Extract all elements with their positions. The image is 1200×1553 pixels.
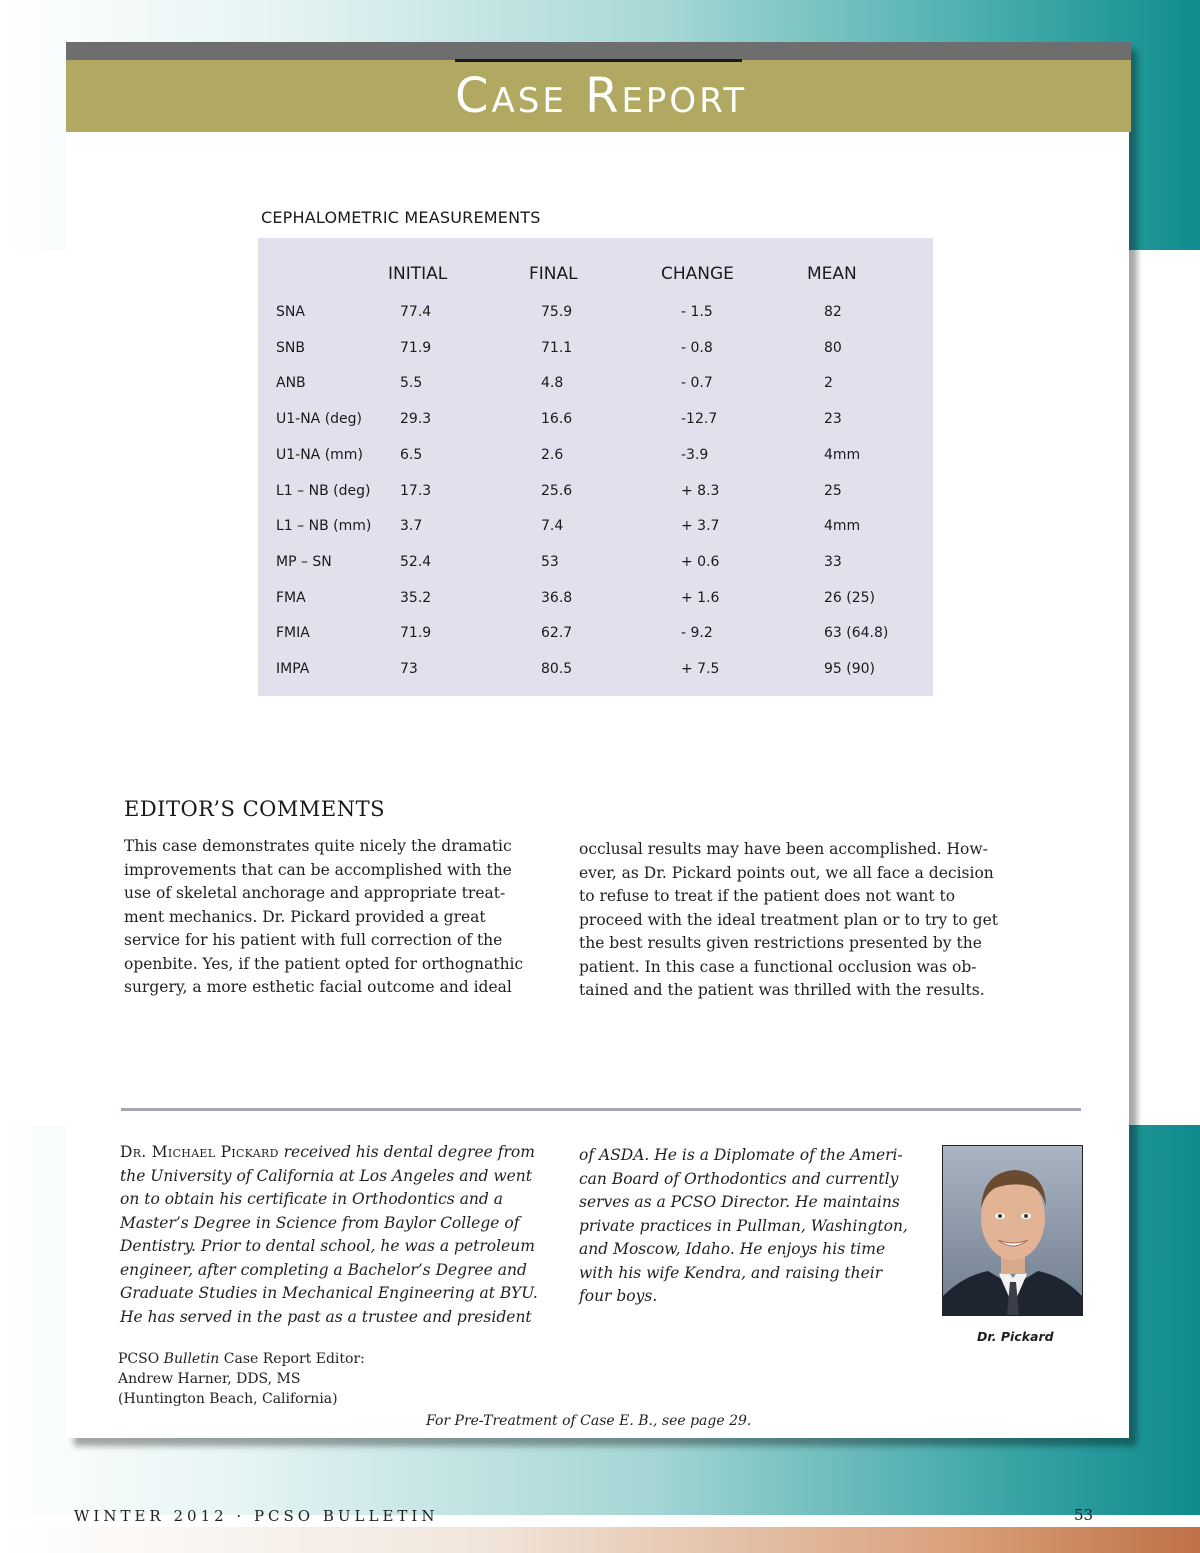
table-cell-final: 7.4 <box>541 518 564 535</box>
table-cell-final: 80.5 <box>541 661 573 677</box>
table-cell-final: 2.6 <box>541 446 564 463</box>
column-header-initial: INITIAL <box>388 264 448 284</box>
table-cell-initial: 71.9 <box>400 339 432 356</box>
footnote: For Pre-Treatment of Case E. B., see page 29. <box>426 1413 752 1429</box>
table-cell-initial: 5.5 <box>400 375 423 392</box>
table-cell-initial: 3.7 <box>400 518 423 535</box>
editor-credit <box>118 1349 365 1409</box>
table-cell-final: 71.1 <box>541 339 573 356</box>
table-cell-final: 16.6 <box>541 411 573 428</box>
table-cell-initial: 52.4 <box>400 553 432 570</box>
background-bottom-strip <box>0 1527 1200 1553</box>
table-cell-mean: 2 <box>824 375 833 392</box>
section-divider <box>121 1108 1081 1111</box>
bio-column-2: of ASDA. He is a Diplomate of the Ameri- can Board of Orthodontics and currently serves as a PCSO Director. He maintains private practices in Pullman, Washington, and Moscow, Idaho. He enjoys his time with his wife Kendra, and raising their four boys. <box>579 1146 908 1305</box>
table-cell-measure: U1-NA (mm) <box>276 446 363 463</box>
table-cell-mean: 95 (90) <box>824 661 876 677</box>
table-cell-final: 62.7 <box>541 625 573 642</box>
table-cell-measure: SNB <box>276 339 305 356</box>
table-title: CEPHALOMETRIC MEASUREMENTS <box>261 208 541 227</box>
author-photo <box>942 1145 1083 1316</box>
editor-credit-org: PCSO <box>118 1351 164 1367</box>
table-cell-measure: L1 – NB (deg) <box>276 482 371 499</box>
table-cell-mean: 4mm <box>824 446 861 463</box>
table-cell-final: 53 <box>541 553 559 570</box>
footer-publication: WINTER 2012 · PCSO BULLETIN <box>74 1507 439 1525</box>
editor-credit-line-1 <box>118 1349 365 1369</box>
table-cell-initial: 71.9 <box>400 625 432 642</box>
column-header-mean: MEAN <box>807 264 857 284</box>
editor-credit-line-3: (Huntington Beach, California) <box>118 1391 338 1407</box>
table-cell-mean: 82 <box>824 304 842 320</box>
table-cell-change: + 8.3 <box>681 482 720 499</box>
table-cell-final: 25.6 <box>541 482 573 499</box>
table-cell-initial: 6.5 <box>400 446 423 463</box>
editors-comments-column-1: This case demonstrates quite nicely the dramatic improvements that can be accomplished with the use of skeletal anchorage and appropriate treat- ment mechanics. Dr. Pickard provided a great service for his patient with full correction of the openbite. Yes, if the patient opted for orthognathic surgery, a more esthetic facial outcome and ideal <box>124 837 524 996</box>
table-cell-initial: 77.4 <box>400 304 432 320</box>
table-cell-initial: 73 <box>400 661 418 677</box>
photo-caption: Dr. Pickard <box>977 1329 1054 1344</box>
table-cell-mean: 23 <box>824 411 842 428</box>
bio-text-1: received his dental degree from the University of California at Los Angeles and went on to obtain his certificate in Orthodontics and a Master’s Degree in Science from Baylor College of Dentistry. Prior to dental school, he was a petroleum engineer, after completing a Bachelor’s Degree and Graduate Studies in Mechanical Engineering at BYU. He has served in the past as a trustee and president <box>120 1143 538 1326</box>
editor-credit-line-2: Andrew Harner, DDS, MS <box>118 1371 301 1387</box>
table-cell-change: -3.9 <box>681 446 709 463</box>
table-cell-measure: SNA <box>276 304 305 320</box>
column-header-final: FINAL <box>529 264 578 284</box>
table-cell-final: 36.8 <box>541 589 573 606</box>
table-cell-change: -12.7 <box>681 411 718 428</box>
table-cell-measure: U1-NA (deg) <box>276 411 363 428</box>
table-cell-mean: 26 (25) <box>824 589 876 606</box>
table-cell-mean: 63 (64.8) <box>824 625 889 642</box>
table-cell-change: - 1.5 <box>681 304 713 320</box>
table-cell-mean: 80 <box>824 339 842 356</box>
table-cell-mean: 4mm <box>824 518 861 535</box>
bio-column-1 <box>120 1141 560 1329</box>
table-cell-mean: 33 <box>824 553 842 570</box>
table-cell-measure: ANB <box>276 375 306 392</box>
table-cell-change: + 0.6 <box>681 553 720 570</box>
header-gray-bar <box>66 42 1131 60</box>
page-number: 53 <box>1074 1506 1094 1524</box>
editors-comments-column-2: occlusal results may have been accomplished. How- ever, as Dr. Pickard points out, we all face a decision to refuse to treat if the patient does not want to proceed with the ideal treatment plan or to try to get the best results given restrictions presented by the patient. In this case a functional occlusion was ob- tained and the patient was thrilled with the results. <box>579 840 998 999</box>
table-cell-change: + 1.6 <box>681 589 720 606</box>
table-cell-measure: FMA <box>276 589 306 606</box>
column-header-change: CHANGE <box>661 264 734 284</box>
table-cell-measure: L1 – NB (mm) <box>276 518 372 535</box>
table-cell-change: - 0.7 <box>681 375 713 392</box>
table-cell-change: - 9.2 <box>681 625 713 642</box>
table-cell-initial: 35.2 <box>400 589 432 606</box>
table-cell-initial: 17.3 <box>400 482 432 499</box>
table-cell-measure: MP – SN <box>276 553 332 570</box>
section-title: Case Report <box>455 68 748 124</box>
table-cell-measure: IMPA <box>276 661 310 677</box>
table-cell-change: + 3.7 <box>681 518 720 535</box>
table-cell-final: 75.9 <box>541 304 573 320</box>
editors-comments-heading: EDITOR’S COMMENTS <box>124 797 385 821</box>
table-cell-final: 4.8 <box>541 375 564 392</box>
table-cell-mean: 25 <box>824 482 842 499</box>
editor-credit-publication: Bulletin <box>163 1351 220 1367</box>
bio-name: Dr. Michael Pickard <box>120 1143 279 1161</box>
table-cell-initial: 29.3 <box>400 411 432 428</box>
table-cell-measure: FMIA <box>276 625 310 642</box>
table-cell-change: + 7.5 <box>681 661 720 677</box>
editor-credit-role: Case Report Editor: <box>219 1351 365 1367</box>
table-cell-change: - 0.8 <box>681 339 713 356</box>
